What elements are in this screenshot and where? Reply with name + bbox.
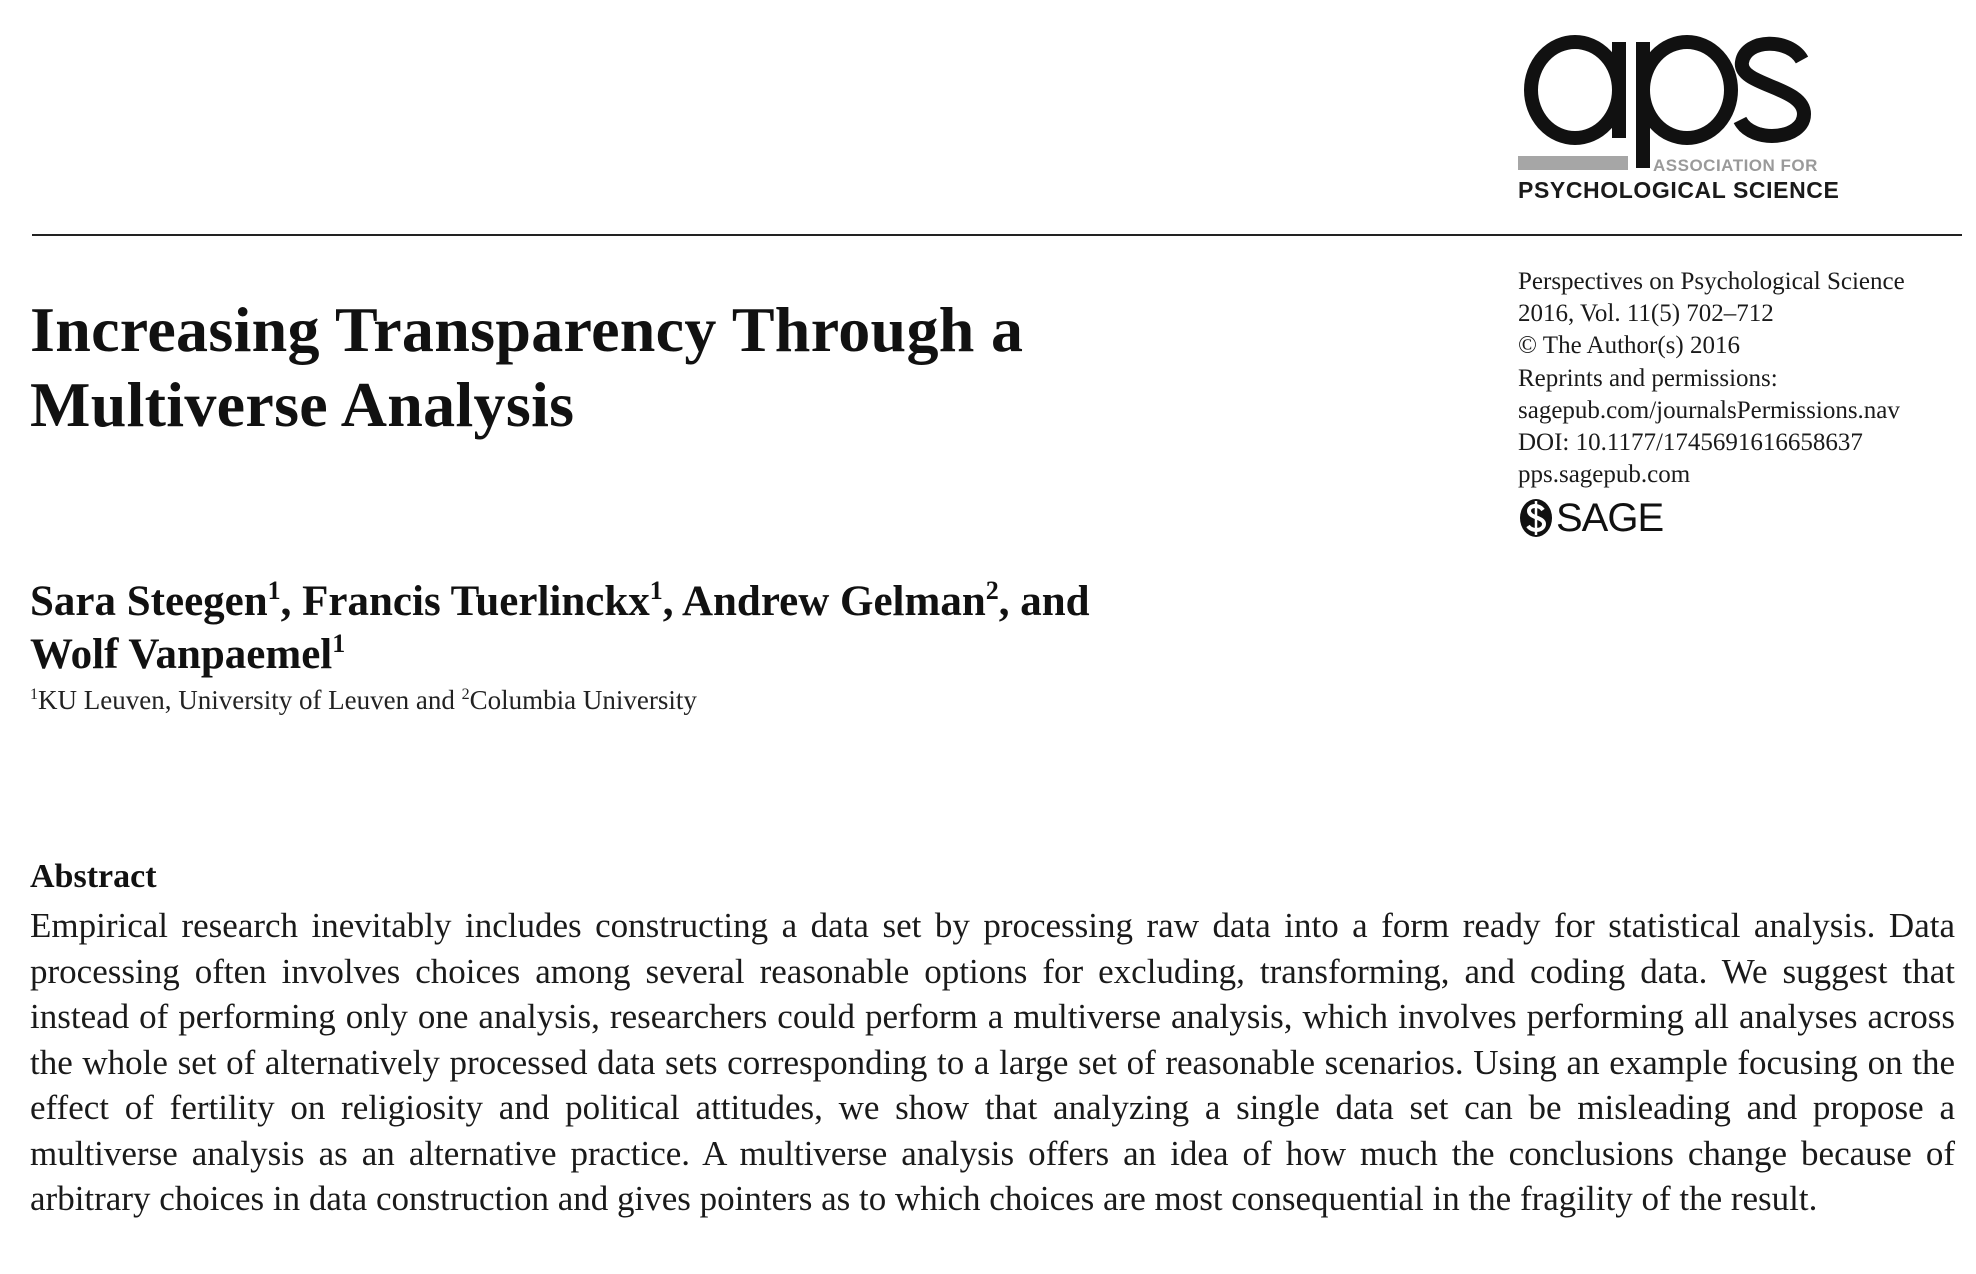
affiliation-name: Columbia University	[469, 685, 697, 715]
author-affiliation-mark: 2	[985, 576, 999, 605]
affiliation-mark: 1	[30, 686, 38, 703]
logo-psychological-science: PSYCHOLOGICAL SCIENCE	[1518, 177, 1840, 203]
journal-site-link[interactable]: pps.sagepub.com	[1518, 461, 1691, 489]
aps-wordmark-graphic	[1518, 30, 1818, 170]
author-separator: ,	[662, 578, 682, 625]
journal-volume: 2016, Vol. 11(5) 702–712	[1518, 300, 1774, 328]
author-name: Wolf Vanpaemel	[30, 631, 333, 678]
sage-logo	[1518, 496, 1663, 540]
journal-doi[interactable]: DOI: 10.1177/1745691616658637	[1518, 429, 1863, 457]
author-name: Andrew Gelman	[681, 578, 986, 625]
author-name: Francis Tuerlinckx	[302, 578, 650, 625]
author-name: Sara Steegen	[30, 578, 268, 625]
journal-meta	[1518, 266, 1905, 491]
article-title	[30, 292, 1330, 442]
title-line-2: Multiverse Analysis	[30, 369, 575, 440]
affiliation-mark: 2	[461, 686, 470, 703]
title-line-1: Increasing Transparency Through a	[30, 294, 1024, 365]
author-list	[30, 575, 1360, 681]
sage-s-icon	[1518, 497, 1554, 539]
affiliation-name: KU Leuven, University of Leuven and	[38, 685, 462, 715]
header-divider	[32, 234, 1962, 236]
journal-permissions-link[interactable]: sagepub.com/journalsPermissions.nav	[1518, 396, 1900, 424]
author-affiliation-mark: 1	[332, 629, 346, 658]
abstract-text: Empirical research inevitably includes constructing a data set by processing raw data into a form ready for statistical analysis. Data processing often involves choices among several reasonable options for excluding, transforming, and coding data. We suggest that instead of performing only one analysis, researchers could perform a multiverse analysis, which involves performing all analyses across the whole set of alternatively processed data sets corresponding to a large set of reasonable scenarios. Using an example focusing on the effect of fertility on religiosity and political attitudes, we show that analyzing a single data set can be misleading and propose a multiverse analysis as an alternative practice. A multiverse analysis offers an idea of how much the conclusions change because of arbitrary choices in data construction and gives pointers as to which choices are most consequential in the fragility of the result.	[30, 906, 1955, 1218]
logo-association-for: ASSOCIATION FOR	[1653, 156, 1818, 175]
journal-reprints: Reprints and permissions:	[1518, 364, 1778, 392]
affiliations	[30, 683, 697, 717]
author-affiliation-mark: 1	[267, 576, 281, 605]
journal-copyright: © The Author(s) 2016	[1518, 332, 1740, 360]
abstract-heading: Abstract	[30, 858, 157, 895]
author-separator: , and	[998, 578, 1090, 625]
author-affiliation-mark: 1	[649, 576, 663, 605]
aps-logo	[1518, 30, 1840, 210]
sage-wordmark: SAGE	[1556, 496, 1664, 540]
journal-name: Perspectives on Psychological Science	[1518, 268, 1905, 295]
author-separator: ,	[280, 578, 303, 625]
